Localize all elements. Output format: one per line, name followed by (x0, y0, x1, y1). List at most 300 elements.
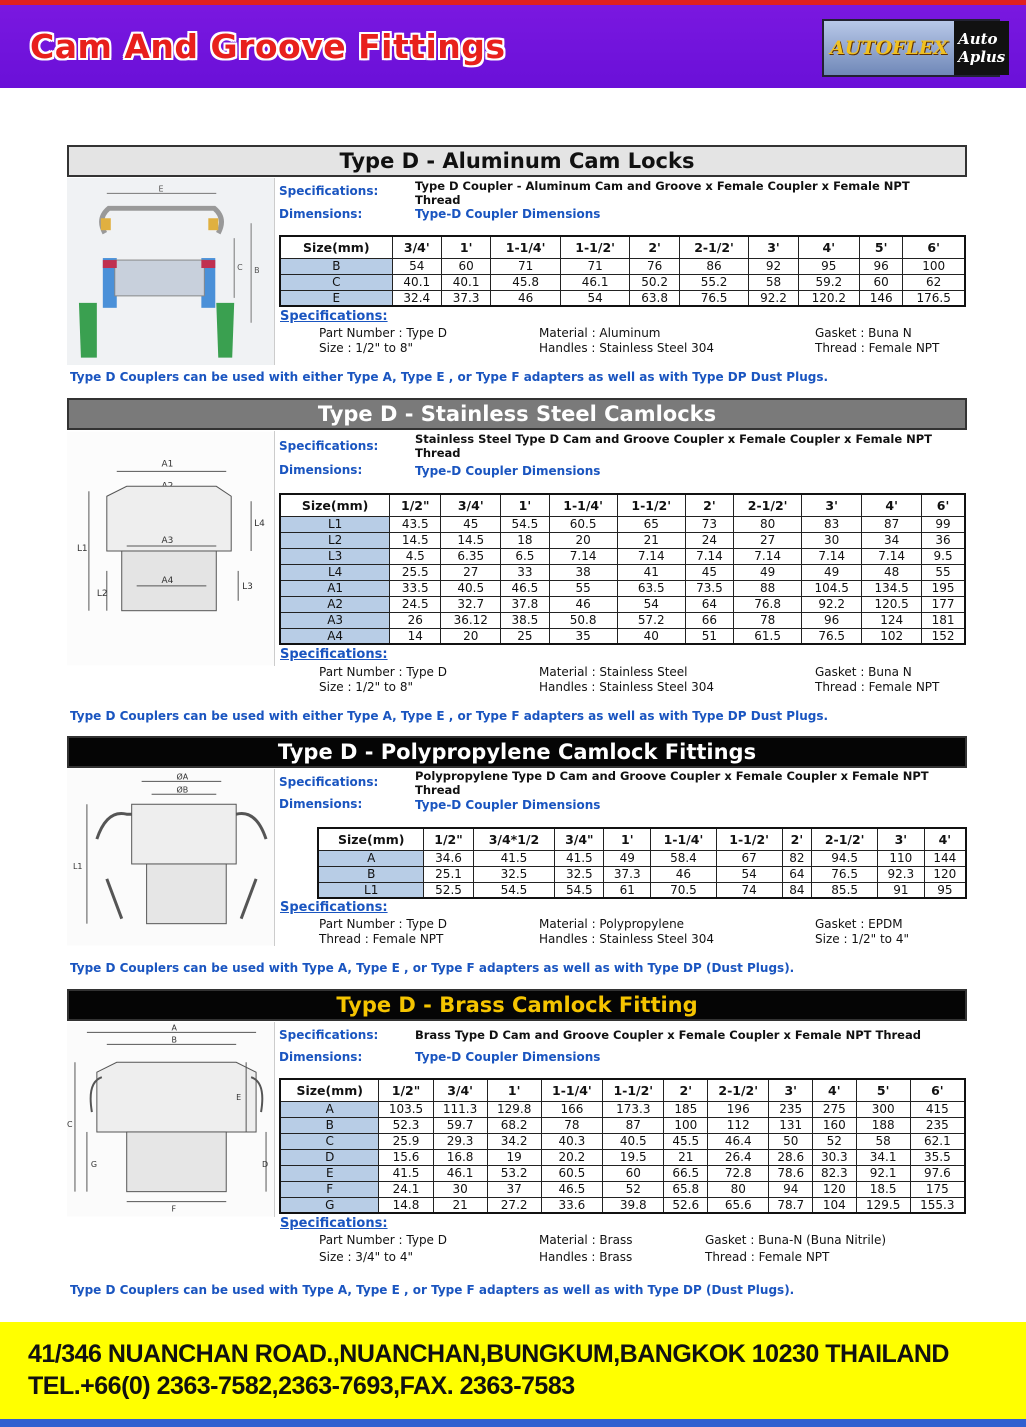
table-cell: 152 (922, 628, 965, 644)
table-cell: 7.14 (549, 548, 617, 564)
table-cell: 9.5 (922, 548, 965, 564)
brass-coupler-drawing (67, 1022, 274, 1217)
polypropylene-coupler-drawing (67, 769, 274, 946)
table-header-cell: 3/4" (555, 828, 604, 850)
dimensions-link[interactable]: Type-D Coupler Dimensions (415, 207, 601, 221)
table-cell: 27 (441, 564, 501, 580)
stainless-dim-l1: L1 (76, 543, 88, 554)
table-row (318, 882, 966, 898)
table-cell: 33 (501, 564, 549, 580)
table-cell: 60.5 (549, 516, 617, 532)
table-cell: 82 (782, 850, 812, 866)
spec-gasket: Gasket : EPDM (815, 917, 903, 931)
table-row (280, 548, 965, 564)
dimensions-label: Dimensions: (279, 797, 363, 811)
page-header (0, 0, 1026, 88)
table-cell: 39.8 (603, 1197, 664, 1213)
table-cell: 52.3 (379, 1117, 433, 1133)
table-cell: 102 (862, 628, 922, 644)
table-header-row (280, 1079, 965, 1101)
table-cell: 87 (862, 516, 922, 532)
table-cell: 62 (903, 274, 965, 290)
row-label-cell: A3 (280, 612, 390, 628)
table-header-cell: 2-1/2' (679, 236, 749, 258)
spec-material: Material : Polypropylene (539, 917, 685, 931)
table-cell: 73.5 (685, 580, 733, 596)
aluminum-dim-e: E (158, 184, 164, 194)
spec-handles: Handles : Stainless Steel 304 (539, 932, 715, 946)
table-row (280, 612, 965, 628)
dimensions-link[interactable]: Type-D Coupler Dimensions (415, 798, 601, 812)
table-cell: 46 (651, 866, 717, 882)
table-cell: 40 (617, 628, 685, 644)
table-header-cell: 1-1/4' (491, 236, 561, 258)
spec-material: Material : Aluminum (539, 326, 661, 340)
table-cell: 4.5 (390, 548, 441, 564)
table-header-cell: Size(mm) (280, 236, 392, 258)
row-label-cell: A1 (280, 580, 390, 596)
table-header-cell: 3/4' (392, 236, 441, 258)
page-title: Cam And Groove Fittings (30, 27, 506, 66)
poly-dim-l1: L1 (72, 861, 83, 871)
table-cell: 177 (922, 596, 965, 612)
specifications-footer-label: Specifications: (280, 309, 388, 324)
table-cell: 181 (922, 612, 965, 628)
spec-thread: Thread : Female NPT (815, 341, 940, 355)
table-cell: 7.14 (802, 548, 862, 564)
table-cell: 64 (685, 596, 733, 612)
table-cell: 92 (749, 258, 798, 274)
table-cell: 70.5 (651, 882, 717, 898)
table-cell: 96 (802, 612, 862, 628)
spec-gasket: Gasket : Buna-N (Buna Nitrile) (705, 1233, 887, 1247)
table-row (280, 580, 965, 596)
table-cell: 18.5 (856, 1181, 910, 1197)
poly-dim-a: ØA (176, 772, 189, 782)
table-cell: 45 (685, 564, 733, 580)
table-cell: 111.3 (433, 1101, 487, 1117)
table-header-cell: 2-1/2' (708, 1079, 769, 1101)
table-cell: 100 (664, 1117, 708, 1133)
table-row (318, 866, 966, 882)
table-cell: 120 (813, 1181, 857, 1197)
table-cell: 26.4 (708, 1149, 769, 1165)
table-header-cell: 1-1/4' (651, 828, 717, 850)
table-cell: 46.5 (541, 1181, 602, 1197)
logo-primary-text: AUTOFLEX (830, 37, 949, 59)
poly-dim-b: ØB (176, 785, 189, 795)
table-cell: 40.1 (392, 274, 441, 290)
table-row (280, 1149, 965, 1165)
table-cell: 173.3 (603, 1101, 664, 1117)
table-cell: 54 (716, 866, 782, 882)
table-cell: 49 (604, 850, 651, 866)
section-title: Type D - Polypropylene Camlock Fittings (67, 736, 967, 768)
table-cell: 78.6 (769, 1165, 813, 1181)
table-header-cell: 2-1/2' (812, 828, 878, 850)
row-label-cell: C (280, 1133, 379, 1149)
table-cell: 155.3 (910, 1197, 965, 1213)
table-cell: 59.7 (433, 1117, 487, 1133)
table-cell: 34 (862, 532, 922, 548)
table-row (280, 564, 965, 580)
table-cell: 25.5 (390, 564, 441, 580)
table-cell: 38.5 (501, 612, 549, 628)
table-header-cell: 1' (487, 1079, 541, 1101)
table-cell: 96 (859, 258, 902, 274)
table-cell: 60 (859, 274, 902, 290)
brass-dim-f: F (171, 1204, 177, 1214)
table-cell: 24.1 (379, 1181, 433, 1197)
table-cell: 52 (603, 1181, 664, 1197)
table-cell: 85.5 (812, 882, 878, 898)
table-cell: 30 (802, 532, 862, 548)
compatibility-note: Type D Couplers can be used with either Type A, Type E , or Type F adapters as well as with Type DP Dust Plugs. (70, 370, 829, 384)
table-cell: 58 (749, 274, 798, 290)
table-header-cell: 3/4' (433, 1079, 487, 1101)
row-label-cell: E (280, 1165, 379, 1181)
section-polypropylene (67, 736, 967, 946)
specifications-footer-label: Specifications: (280, 1216, 388, 1231)
table-cell: 41.5 (555, 850, 604, 866)
table-cell: 129.8 (487, 1101, 541, 1117)
table-cell: 49 (802, 564, 862, 580)
table-cell: 27.2 (487, 1197, 541, 1213)
table-cell: 103.5 (379, 1101, 433, 1117)
table-header-cell: 3' (878, 828, 925, 850)
dimensions-link[interactable]: Type-D Coupler Dimensions (415, 464, 601, 478)
row-label-cell: A (318, 850, 424, 866)
table-cell: 19 (487, 1149, 541, 1165)
table-header-cell: 2' (664, 1079, 708, 1101)
table-cell: 45 (441, 516, 501, 532)
table-cell: 63.5 (617, 580, 685, 596)
table-row (280, 290, 965, 306)
table-cell: 80 (708, 1181, 769, 1197)
table-header-cell: 3' (769, 1079, 813, 1101)
table-cell: 59.2 (798, 274, 859, 290)
brand-logo[interactable] (822, 19, 1006, 77)
table-cell: 21 (664, 1149, 708, 1165)
table-header-cell: Size(mm) (280, 494, 390, 516)
dimensions-table (279, 493, 966, 645)
brass-dim-e: E (236, 1093, 242, 1103)
table-header-cell: 1-1/4' (541, 1079, 602, 1101)
table-cell: 100 (903, 258, 965, 274)
table-cell: 46.4 (708, 1133, 769, 1149)
table-cell: 41 (617, 564, 685, 580)
table-cell: 32.7 (441, 596, 501, 612)
section-stainless (67, 398, 967, 666)
table-cell: 71 (560, 258, 630, 274)
table-cell: 21 (433, 1197, 487, 1213)
table-cell: 41.5 (379, 1165, 433, 1181)
table-cell: 188 (856, 1117, 910, 1133)
table-cell: 129.5 (856, 1197, 910, 1213)
table-cell: 62.1 (910, 1133, 965, 1149)
table-cell: 92.3 (878, 866, 925, 882)
table-header-row (280, 236, 965, 258)
table-row (280, 516, 965, 532)
aluminum-coupler-drawing (67, 178, 274, 365)
table-cell: 110 (878, 850, 925, 866)
spec-part-number: Part Number : Type D (319, 326, 447, 340)
table-header-cell: 1-1/2' (716, 828, 782, 850)
table-cell: 19.5 (603, 1149, 664, 1165)
brass-dim-c: C (67, 1119, 73, 1129)
table-cell: 66 (685, 612, 733, 628)
table-cell: 30.3 (813, 1149, 857, 1165)
spec-description: Polypropylene Type D Cam and Groove Coupler x Female Coupler x Female NPT Thread (415, 769, 929, 797)
table-cell: 37.8 (501, 596, 549, 612)
table-header-cell: 6' (922, 494, 965, 516)
specifications-label: Specifications: (279, 439, 379, 453)
table-cell: 34.1 (856, 1149, 910, 1165)
table-cell: 83 (802, 516, 862, 532)
table-cell: 72.8 (708, 1165, 769, 1181)
specifications-label: Specifications: (279, 775, 379, 789)
table-cell: 35.5 (910, 1149, 965, 1165)
table-header-cell: 1-1/2' (560, 236, 630, 258)
dimensions-table (279, 1078, 966, 1214)
table-cell: 95 (924, 882, 966, 898)
table-cell: 35 (549, 628, 617, 644)
table-cell: 65.8 (664, 1181, 708, 1197)
table-cell: 76.5 (679, 290, 749, 306)
table-header-cell: 1/2" (379, 1079, 433, 1101)
spec-part-number: Part Number : Type D (319, 1233, 447, 1247)
table-cell: 91 (878, 882, 925, 898)
table-cell: 60 (603, 1165, 664, 1181)
table-cell: 45.8 (491, 274, 561, 290)
table-cell: 40.1 (441, 274, 490, 290)
spec-part-number: Part Number : Type D (319, 665, 447, 679)
footer-phone: TEL.+66(0) 2363-7582,2363-7693,FAX. 2363-7583 (28, 1372, 575, 1400)
stainless-dim-l4: L4 (254, 519, 265, 530)
table-cell: 196 (708, 1101, 769, 1117)
table-cell: 52.6 (664, 1197, 708, 1213)
table-header-cell: Size(mm) (280, 1079, 379, 1101)
polypropylene-coupler-image (67, 769, 275, 946)
table-cell: 52.5 (424, 882, 473, 898)
row-label-cell: B (318, 866, 424, 882)
table-row (280, 628, 965, 644)
table-cell: 7.14 (617, 548, 685, 564)
brass-dim-d: D (262, 1159, 269, 1169)
table-cell: 27 (734, 532, 802, 548)
table-cell: 60 (441, 258, 490, 274)
table-header-cell: 5' (856, 1079, 910, 1101)
specifications-label: Specifications: (279, 184, 379, 198)
table-header-cell: 3' (749, 236, 798, 258)
table-cell: 38 (549, 564, 617, 580)
spec-size: Size : 1/2" to 8" (319, 341, 413, 355)
table-cell: 37.3 (604, 866, 651, 882)
spec-part-number: Part Number : Type D (319, 917, 447, 931)
table-header-cell: 5' (859, 236, 902, 258)
row-label-cell: G (280, 1197, 379, 1213)
table-header-cell: 6' (903, 236, 965, 258)
table-cell: 88 (734, 580, 802, 596)
row-label-cell: C (280, 274, 392, 290)
table-cell: 51 (685, 628, 733, 644)
table-cell: 20 (441, 628, 501, 644)
specifications-footer-label: Specifications: (280, 900, 388, 915)
spec-size: Size : 3/4" to 4" (319, 1250, 413, 1264)
table-row (280, 1117, 965, 1133)
table-header-cell: 2' (782, 828, 812, 850)
table-cell: 99 (922, 516, 965, 532)
table-header-cell: 4' (813, 1079, 857, 1101)
table-header-cell: 1-1/2' (603, 1079, 664, 1101)
stainless-dim-l3: L3 (242, 581, 253, 592)
spec-description: Brass Type D Cam and Groove Coupler x Female Coupler x Female NPT Thread (415, 1028, 921, 1042)
row-label-cell: D (280, 1149, 379, 1165)
table-cell: 40.3 (541, 1133, 602, 1149)
table-cell: 14.5 (390, 532, 441, 548)
table-cell: 14.8 (379, 1197, 433, 1213)
table-cell: 71 (491, 258, 561, 274)
table-header-cell: 1/2" (424, 828, 473, 850)
row-label-cell: A4 (280, 628, 390, 644)
table-cell: 20.2 (541, 1149, 602, 1165)
spec-thread: Thread : Female NPT (705, 1250, 830, 1264)
table-cell: 94.5 (812, 850, 878, 866)
table-cell: 78.7 (769, 1197, 813, 1213)
table-cell: 6.35 (441, 548, 501, 564)
compatibility-note: Type D Couplers can be used with Type A, Type E , or Type F adapters as well as with Type DP (Dust Plugs). (70, 961, 795, 975)
spec-gasket: Gasket : Buna N (815, 665, 912, 679)
brass-coupler-image (67, 1022, 275, 1217)
spec-size: Size : 1/2" to 4" (815, 932, 909, 946)
row-label-cell: L1 (318, 882, 424, 898)
table-row (280, 1197, 965, 1213)
table-cell: 76.5 (812, 866, 878, 882)
table-cell: 300 (856, 1101, 910, 1117)
aluminum-dim-b: B (254, 265, 260, 275)
table-cell: 46 (549, 596, 617, 612)
row-label-cell: B (280, 258, 392, 274)
table-header-row (318, 828, 966, 850)
table-cell: 185 (664, 1101, 708, 1117)
table-header-cell: 1' (604, 828, 651, 850)
spec-thread: Thread : Female NPT (815, 680, 940, 694)
table-header-cell: 1-1/2' (617, 494, 685, 516)
table-cell: 46.1 (560, 274, 630, 290)
table-cell: 32.5 (473, 866, 555, 882)
table-cell: 26 (390, 612, 441, 628)
stainless-dim-a3: A3 (161, 536, 174, 547)
table-row (280, 1181, 965, 1197)
row-label-cell: B (280, 1117, 379, 1133)
table-cell: 34.6 (424, 850, 473, 866)
table-cell: 7.14 (734, 548, 802, 564)
spec-handles: Handles : Stainless Steel 304 (539, 341, 715, 355)
dimensions-table (279, 235, 966, 307)
table-cell: 61 (604, 882, 651, 898)
stainless-dim-a1: A1 (161, 459, 174, 470)
row-label-cell: L1 (280, 516, 390, 532)
table-cell: 76.5 (802, 628, 862, 644)
table-cell: 32.5 (555, 866, 604, 882)
table-cell: 25.1 (424, 866, 473, 882)
table-header-cell: 2' (685, 494, 733, 516)
row-label-cell: A2 (280, 596, 390, 612)
table-cell: 24 (685, 532, 733, 548)
table-cell: 41.5 (473, 850, 555, 866)
table-cell: 55.2 (679, 274, 749, 290)
table-header-cell: 2' (630, 236, 679, 258)
stainless-coupler-image (67, 431, 275, 666)
table-header-row (280, 494, 965, 516)
table-header-cell: 1-1/4' (549, 494, 617, 516)
table-header-cell: 3/4*1/2 (473, 828, 555, 850)
table-cell: 40.5 (441, 580, 501, 596)
table-cell: 54 (560, 290, 630, 306)
table-header-cell: 1' (441, 236, 490, 258)
section-title: Type D - Brass Camlock Fitting (67, 989, 967, 1021)
table-cell: 82.3 (813, 1165, 857, 1181)
table-cell: 34.2 (487, 1133, 541, 1149)
table-row (280, 1133, 965, 1149)
table-cell: 235 (769, 1101, 813, 1117)
table-cell: 92.1 (856, 1165, 910, 1181)
section-aluminum (67, 145, 967, 365)
table-cell: 54.5 (501, 516, 549, 532)
section-title: Type D - Aluminum Cam Locks (67, 145, 967, 177)
table-cell: 92.2 (749, 290, 798, 306)
table-cell: 50 (769, 1133, 813, 1149)
table-cell: 46.1 (433, 1165, 487, 1181)
table-cell: 40.5 (603, 1133, 664, 1149)
table-cell: 43.5 (390, 516, 441, 532)
table-cell: 36.12 (441, 612, 501, 628)
compatibility-note: Type D Couplers can be used with Type A, Type E , or Type F adapters as well as with Type DP (Dust Plugs). (70, 1283, 795, 1297)
row-label-cell: L3 (280, 548, 390, 564)
table-cell: 6.5 (501, 548, 549, 564)
table-cell: 65.6 (708, 1197, 769, 1213)
table-cell: 7.14 (862, 548, 922, 564)
table-cell: 32.4 (392, 290, 441, 306)
dimensions-label: Dimensions: (279, 463, 363, 477)
table-header-cell: 3' (802, 494, 862, 516)
table-cell: 60.5 (541, 1165, 602, 1181)
table-row (280, 596, 965, 612)
table-cell: 53.2 (487, 1165, 541, 1181)
table-cell: 64 (782, 866, 812, 882)
table-cell: 18 (501, 532, 549, 548)
dimensions-table (317, 827, 967, 899)
spec-handles: Handles : Stainless Steel 304 (539, 680, 715, 694)
table-cell: 25.9 (379, 1133, 433, 1149)
spec-material: Material : Stainless Steel (539, 665, 688, 679)
table-cell: 73 (685, 516, 733, 532)
logo-secondary-text: Auto Aplus (954, 21, 1009, 75)
table-row (280, 1101, 965, 1117)
dimensions-link[interactable]: Type-D Coupler Dimensions (415, 1050, 601, 1064)
stainless-coupler-drawing (67, 431, 274, 666)
table-row (280, 532, 965, 548)
table-cell: 112 (708, 1117, 769, 1133)
table-cell: 36 (922, 532, 965, 548)
table-cell: 120 (924, 866, 966, 882)
table-cell: 50.8 (549, 612, 617, 628)
spec-material: Material : Brass (539, 1233, 633, 1247)
page-footer (0, 1322, 1026, 1427)
table-cell: 49 (734, 564, 802, 580)
table-cell: 20 (549, 532, 617, 548)
table-cell: 124 (862, 612, 922, 628)
